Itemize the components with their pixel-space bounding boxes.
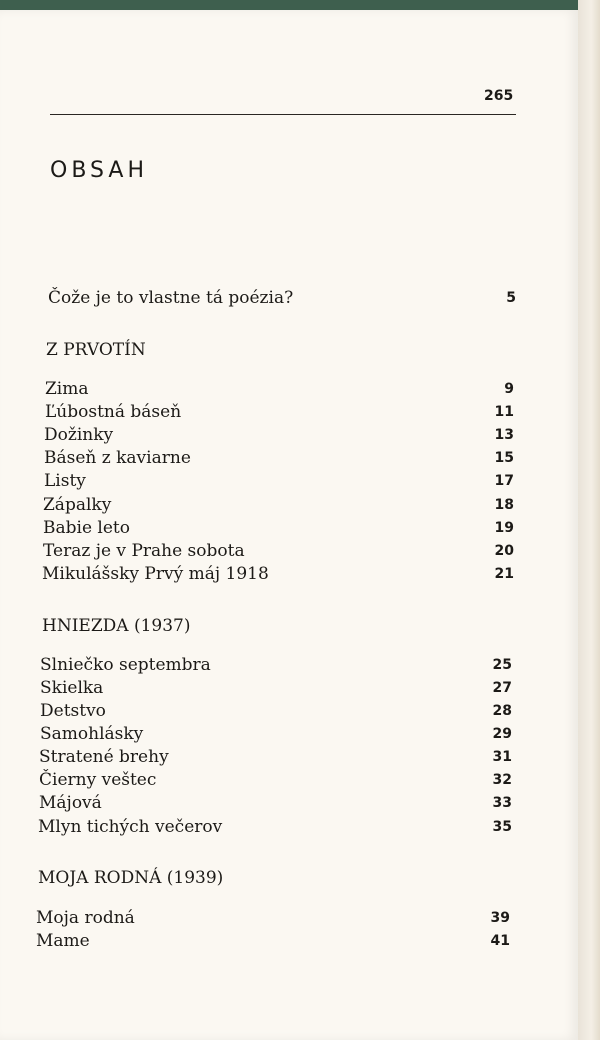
toc-entry-title: Ľúbostná báseň [45,402,182,422]
toc-entry-page: 28 [492,703,512,719]
toc-entry-title: Mame [36,931,90,951]
toc-entry-title: Stratené brehy [39,747,169,767]
toc-entry-page: 9 [504,381,514,397]
toc-entry-page: 27 [492,680,512,696]
section-heading: Z PRVOTÍN [46,340,146,360]
toc-entry-page: 31 [492,749,512,765]
toc-entry-page: 39 [490,910,510,926]
toc-entry-title: Babie leto [43,518,130,538]
toc-entry [0,769,520,791]
toc-entry-page: 19 [494,520,514,536]
toc-entry-title: Zima [45,379,89,399]
page-edge [578,0,600,1040]
toc-entry-title: Májová [39,793,102,813]
toc-entry-page: 18 [494,497,514,513]
toc-entry [0,287,520,309]
toc-entry-title: Slniečko septembra [40,655,211,675]
toc-entry-title: Dožinky [44,425,114,445]
toc-entry [0,700,520,722]
toc-entry [0,654,520,676]
toc-entry [0,677,520,699]
toc-entry [0,792,520,814]
toc-entry-page: 20 [494,543,514,559]
toc-entry [0,930,520,952]
toc-entry-title: Čože je to vlastne tá poézia? [48,288,294,308]
toc-entry [0,470,520,492]
toc-entry-page: 41 [490,933,510,949]
toc-entry-title: Zápalky [43,495,112,515]
toc-entry-title: Samohlásky [40,724,144,744]
toc-entry [0,816,520,838]
section-heading: HNIEZDA (1937) [42,616,191,636]
toc-entry [0,723,520,745]
toc-entry [0,517,520,539]
toc-entry-title: Detstvo [40,701,106,721]
toc-entry-page: 13 [494,427,514,443]
toc-entry [0,447,520,469]
section-heading: MOJA RODNÁ (1939) [38,868,224,888]
toc-entry-page: 32 [492,772,512,788]
toc-entry [0,540,520,562]
toc-entry-page: 33 [492,795,512,811]
toc-entry-page: 35 [492,819,512,835]
toc-entry-page: 25 [492,657,512,673]
page-title: OBSAH [50,158,148,183]
toc-entry [0,424,520,446]
header-rule [50,114,516,115]
toc-entry-page: 29 [492,726,512,742]
toc-entry-title: Báseň z kaviarne [44,448,191,468]
toc-entry-title: Moja rodná [36,908,135,928]
book-page [0,10,578,1040]
toc-entry [0,907,520,929]
toc-entry [0,401,520,423]
toc-entry-page: 11 [494,404,514,420]
toc-entry [0,378,520,400]
toc-entry [0,494,520,516]
page-number: 265 [484,88,514,104]
toc-entry [0,746,520,768]
toc-entry-title: Mikulášsky Prvý máj 1918 [42,564,269,584]
toc-entry-title: Listy [44,471,86,491]
toc-entry [0,563,520,585]
toc-entry-title: Mlyn tichých večerov [38,817,223,837]
toc-entry-page: 21 [494,566,514,582]
toc-entry-title: Skielka [40,678,104,698]
toc-entry-page: 5 [506,290,516,306]
toc-entry-page: 17 [494,473,514,489]
toc-entry-page: 15 [494,450,514,466]
toc-entry-title: Teraz je v Prahe sobota [43,541,245,561]
toc-entry-title: Čierny veštec [39,770,157,790]
